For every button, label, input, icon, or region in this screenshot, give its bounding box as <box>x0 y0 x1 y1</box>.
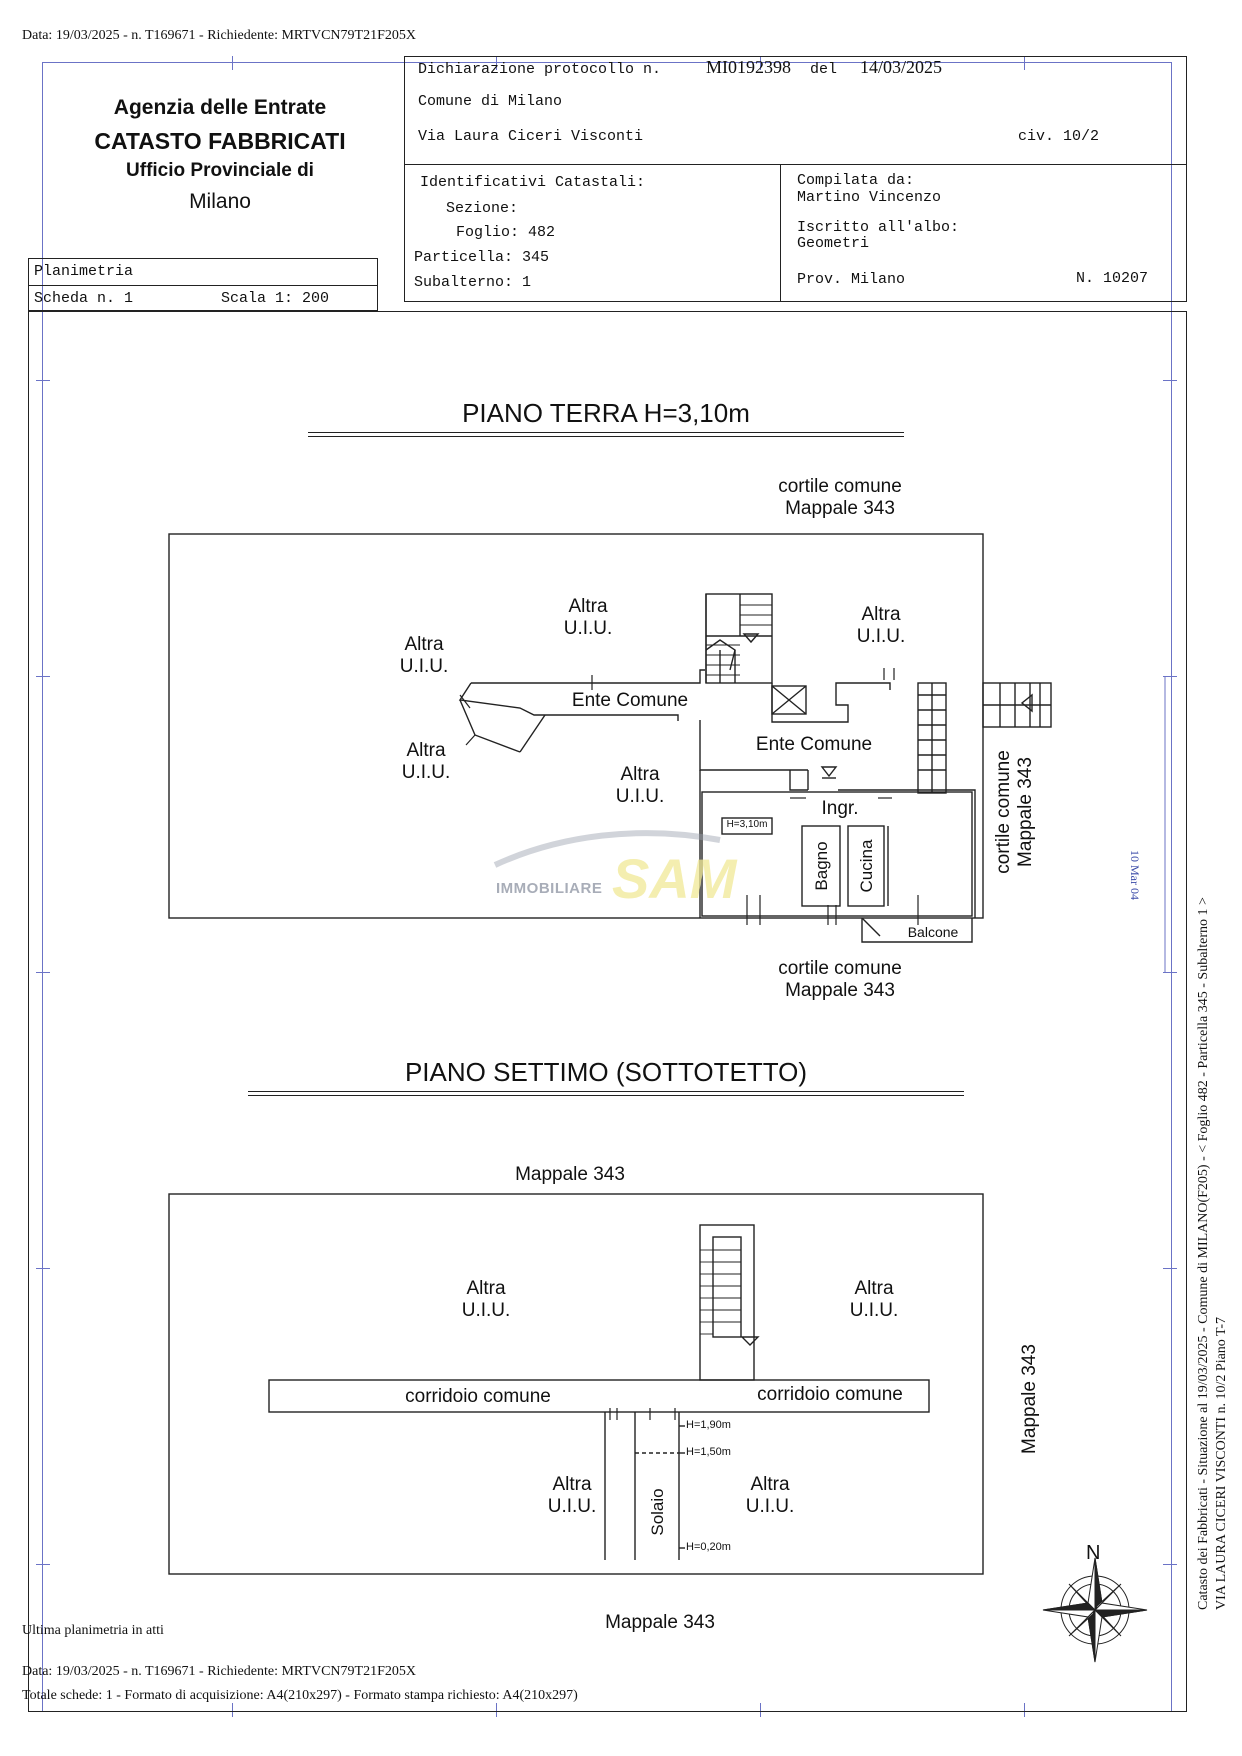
footer-last-plan: Ultima planimetria in atti <box>22 1623 164 1638</box>
floor1-north-label <box>760 476 920 520</box>
altra-line1: Altra <box>406 740 446 761</box>
compiled-by-name: Martino Vincenzo <box>797 189 942 206</box>
identifiers-title: Identificativi Catastali: <box>420 174 646 191</box>
floor2-height-1: H=1,90m <box>686 1419 731 1431</box>
identifier-foglio: Foglio: 482 <box>456 224 556 241</box>
floor1-altra-uiu-d <box>831 604 931 648</box>
floor1-east-label-line2: Mappale 343 <box>1015 757 1036 867</box>
floor2-altra-uiu-b <box>824 1278 924 1322</box>
watermark-brand-small: IMMOBILIARE <box>496 880 603 897</box>
compiled-by-label: Compilata da: <box>797 172 915 189</box>
floor1-title: PIANO TERRA H=3,10m <box>462 398 750 428</box>
altra-line2: U.I.U. <box>461 1300 511 1321</box>
floor2-east-label: Mappale 343 <box>1019 1344 1040 1454</box>
floor2-solaio-label: Solaio <box>648 1488 667 1536</box>
watermark-brand-big: SAM <box>612 847 737 910</box>
civic-number: civ. 10/2 <box>1018 128 1100 145</box>
office-label: Ufficio Provinciale di <box>126 160 314 181</box>
protocol-date: 14/03/2025 <box>860 57 943 77</box>
floor2-north-label: Mappale 343 <box>515 1164 625 1185</box>
floor1-corridor <box>630 715 678 721</box>
floor1-kitchen-label: Cucina <box>857 839 876 893</box>
footer-format-line: Totale schede: 1 - Formato di acquisizione: A4(210x297) - Formato stampa richiesto: A4(210x297) <box>22 1688 578 1703</box>
altra-line2: U.I.U. <box>856 626 906 647</box>
sheet-type: Planimetria <box>34 263 134 280</box>
altra-line1: Altra <box>620 764 660 785</box>
comune-label: Comune di Milano <box>418 93 563 110</box>
floor1-entrance-label: Ingr. <box>821 798 859 819</box>
altra-line2: U.I.U. <box>563 618 613 639</box>
floor2-altra-uiu-d <box>720 1474 820 1518</box>
agency-name: Agenzia delle Entrate <box>113 96 327 119</box>
floor1-stairs <box>706 594 772 683</box>
altra-line1: Altra <box>552 1474 592 1495</box>
protocol-number: MI0192398 <box>706 57 791 77</box>
floor2-title: PIANO SETTIMO (SOTTOTETTO) <box>404 1057 808 1087</box>
floor2-corridor-label-a: corridoio comune <box>405 1386 551 1407</box>
altra-line2: U.I.U. <box>849 1300 899 1321</box>
side-address-info: VIA LAURA CICERI VISCONTI n. 10/2 Piano T-7 <box>1214 1317 1229 1610</box>
sheet-number: Scheda n. 1 <box>34 290 134 307</box>
floor2-stairs <box>700 1225 754 1380</box>
floor1-south-label-line1: cortile comune <box>778 958 902 979</box>
albo-value: Geometri <box>797 235 870 252</box>
altra-line1: Altra <box>568 596 608 617</box>
floor1-altra-uiu-c <box>538 596 638 640</box>
floor1-north-label-line1: cortile comune <box>778 476 902 497</box>
floor1-ente-comune-a: Ente Comune <box>571 690 689 711</box>
footer-request-line: Data: 19/03/2025 - n. T169671 - Richiedente: MRTVCN79T21F205X <box>22 1664 416 1679</box>
altra-line2: U.I.U. <box>547 1496 597 1517</box>
protocol-date-label: del <box>810 61 838 78</box>
floor2-height-2: H=1,50m <box>686 1446 731 1458</box>
floor1-balcony-label: Balcone <box>907 924 959 940</box>
altra-line1: Altra <box>861 604 901 625</box>
floor1-south-label-line2: Mappale 343 <box>785 980 895 1001</box>
floor1-altra-uiu-e <box>590 764 690 808</box>
albo-label: Iscritto all'albo: <box>797 219 960 236</box>
floor2-altra-uiu-a <box>436 1278 536 1322</box>
floor1-height-tag: H=3,10m <box>726 819 768 830</box>
floor1-corridor-wing <box>520 715 545 752</box>
side-stamp-code: 10 Mar 04 <box>1128 850 1142 900</box>
altra-line1: Altra <box>854 1278 894 1299</box>
altra-line1: Altra <box>404 634 444 655</box>
floor1-east-label-line1: cortile comune <box>993 750 1014 874</box>
floor2-altra-uiu-c <box>522 1474 622 1518</box>
sheet-scale: Scala 1: 200 <box>221 290 330 307</box>
altra-line2: U.I.U. <box>401 762 451 783</box>
catasto-title: CATASTO FABBRICATI <box>94 128 346 154</box>
floor2-corridor-label-b: corridoio comune <box>757 1384 903 1405</box>
floor1-east-label <box>993 727 1037 897</box>
floor2-south-label: Mappale 343 <box>605 1612 715 1633</box>
altra-line2: U.I.U. <box>745 1496 795 1517</box>
identifier-sezione: Sezione: <box>446 200 519 217</box>
altra-line2: U.I.U. <box>399 656 449 677</box>
floor2-height-3: H=0,20m <box>686 1541 731 1553</box>
floor1-north-label-line2: Mappale 343 <box>785 498 895 519</box>
altra-line2: U.I.U. <box>615 786 665 807</box>
compass-north-label: N <box>1086 1542 1101 1564</box>
floor1-south-label <box>760 958 920 1002</box>
floor1-unit-wall <box>790 770 808 790</box>
floor1-altra-uiu-a <box>374 634 474 678</box>
side-cadastre-info: Catasto dei Fabbricati - Situazione al 19/03/2025 - Comune di MILANO(F205) - < Foglio 482 - Particella 345 - Subalterno 1 > <box>1196 897 1211 1610</box>
compass-rose <box>1043 1558 1147 1662</box>
floor1-bathroom-label: Bagno <box>812 841 831 891</box>
floor1-ente-comune-b: Ente Comune <box>755 734 873 755</box>
header-request-line: Data: 19/03/2025 - n. T169671 - Richiedente: MRTVCN79T21F205X <box>22 28 416 43</box>
altra-line1: Altra <box>750 1474 790 1495</box>
identifier-subalterno: Subalterno: 1 <box>414 274 532 291</box>
address-label: Via Laura Ciceri Visconti <box>418 128 644 145</box>
altra-line1: Altra <box>466 1278 506 1299</box>
identifier-particella: Particella: 345 <box>414 249 550 266</box>
office-city: Milano <box>189 190 251 213</box>
protocol-label: Dichiarazione protocollo n. <box>418 61 662 78</box>
floor1-altra-uiu-b <box>376 740 476 784</box>
province-label: Prov. Milano <box>797 271 906 288</box>
floor1-corridor <box>471 670 705 683</box>
registration-number: N. 10207 <box>1076 270 1149 287</box>
